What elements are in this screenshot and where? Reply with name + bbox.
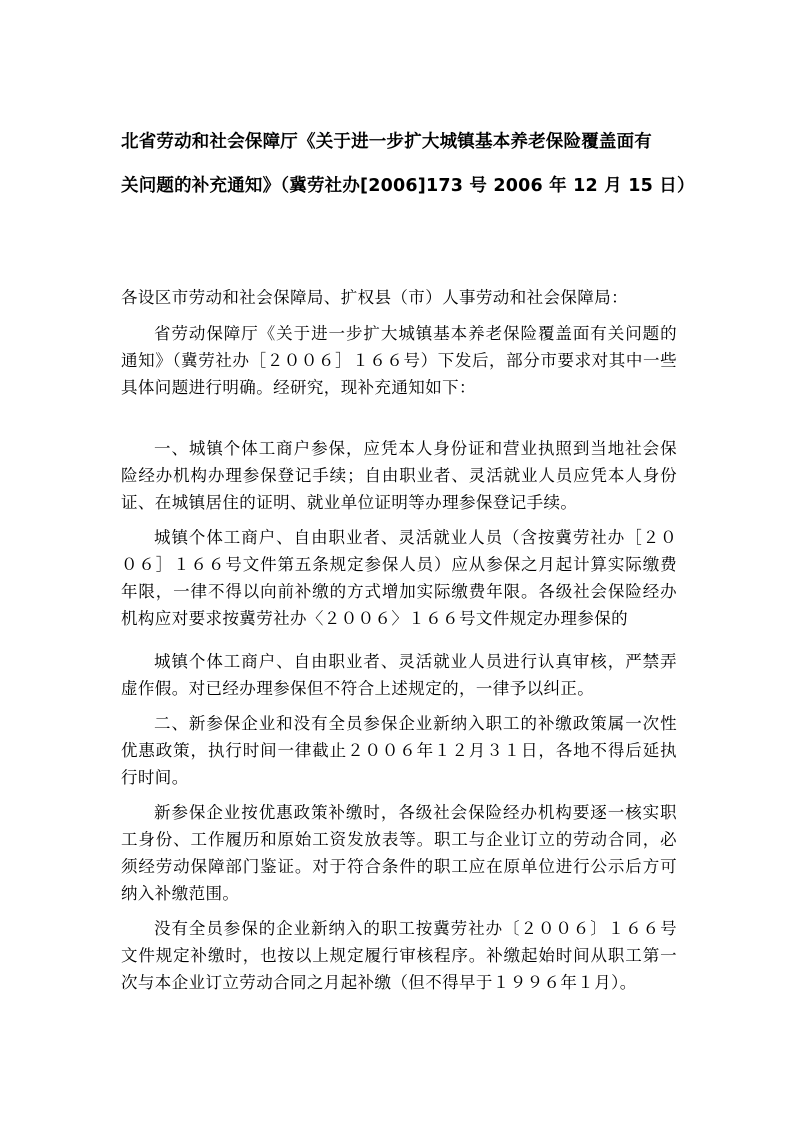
paragraph-text: 新参保企业按优惠政策补缴时，各级社会保险经办机构要逐一核实职工身份、工作履历和原始工资发放表等。职工与企业订立的劳动合同，必须经劳动保障部门鉴证。对于符合条件的职工应在原单位进行公示后方可纳入补缴范围。 — [121, 803, 677, 903]
salutation-text: 各设区市劳动和社会保障局、扩权县（市）人事劳动和社会保障局： — [121, 288, 628, 307]
paragraph-text: 二、新参保企业和没有全员参保企业新纳入职工的补缴政策属一次性优惠政策，执行时间一律截止２００６年１２月３１日，各地不得后延执行时间。 — [121, 714, 677, 787]
document-title-line-1: 北省劳动和社会保障厅《关于进一步扩大城镇基本养老保险覆盖面有 — [121, 132, 652, 152]
paragraph-5 — [121, 710, 677, 791]
paragraph-1 — [121, 320, 677, 401]
paragraph-6 — [121, 799, 677, 907]
document-title-line-2: 关问题的补充通知》（冀劳社办[2006]173 号 2006 年 12 月 15 日） — [121, 176, 695, 196]
salutation — [121, 284, 677, 311]
paragraph-text: 城镇个体工商户、自由职业者、灵活就业人员进行认真审核，严禁弄虚作假。对已经办理参保但不符合上述规定的，一律予以纠正。 — [121, 652, 677, 698]
paragraph-text: 城镇个体工商户、自由职业者、灵活就业人员（含按冀劳社办［２００６］１６６号文件第五条规定参保人员）应从参保之月起计算实际缴费年限，一律不得以向前补缴的方式增加实际缴费年限。各级社会保险经办机构应对要求按冀劳社办〈２００６〉１６６号文件规定办理参保的 — [121, 528, 677, 628]
paragraph-2 — [121, 435, 677, 516]
paragraph-4 — [121, 648, 677, 702]
paragraph-text: 没有全员参保的企业新纳入的职工按冀劳社办〔２００６〕１６６号文件规定补缴时，也按以上规定履行审核程序。补缴起始时间从职工第一次与本企业订立劳动合同之月起补缴（但不得早于１９９６年１月）。 — [121, 919, 677, 992]
paragraph-text: 一、城镇个体工商户参保，应凭本人身份证和营业执照到当地社会保险经办机构办理参保登记手续；自由职业者、灵活就业人员应凭本人身份证、在城镇居住的证明、就业单位证明等办理参保登记手续。 — [121, 439, 677, 512]
paragraph-3 — [121, 524, 677, 632]
paragraph-text: 省劳动保障厅《关于进一步扩大城镇基本养老保险覆盖面有关问题的通知》（冀劳社办［２００６］１６６号）下发后，部分市要求对其中一些具体问题进行明确。经研究，现补充通知如下： — [121, 324, 677, 397]
paragraph-7 — [121, 915, 677, 996]
